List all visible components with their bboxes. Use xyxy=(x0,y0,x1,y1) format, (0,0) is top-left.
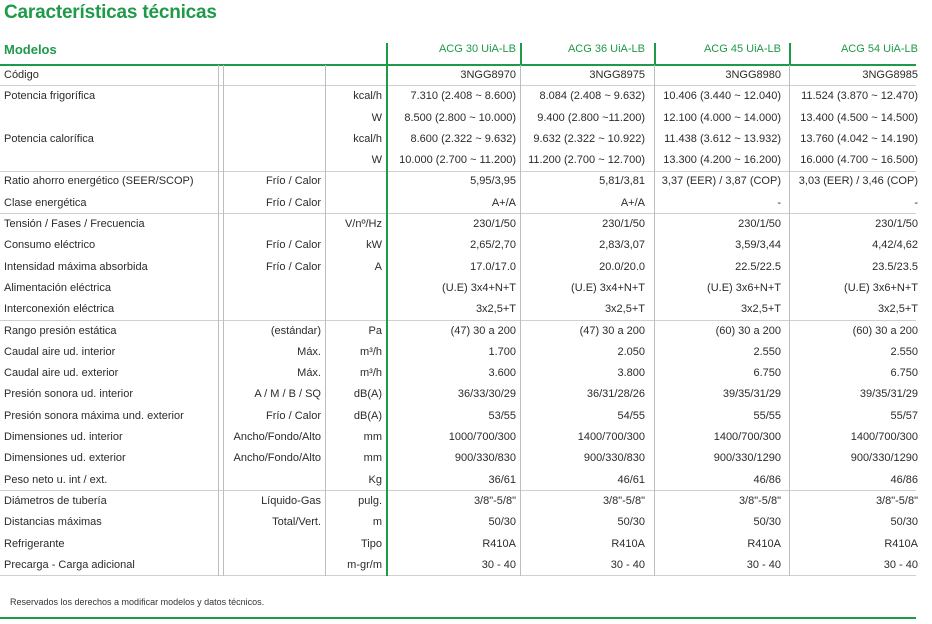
model-value-3: 3NGG8980 xyxy=(725,69,781,81)
model-value-2: 900/330/830 xyxy=(583,452,645,465)
model-value-3: 3,37 (EER) / 3,87 (COP) xyxy=(661,175,781,188)
model-value-1: 3x2,5+T xyxy=(475,303,516,316)
model-value-2: 46/61 xyxy=(617,473,645,486)
model-value-4: 230/1/50 xyxy=(875,218,918,231)
table-row xyxy=(0,171,932,192)
row-condition: Frío / Calor xyxy=(265,260,321,273)
model-value-4: 16.000 (4.700 ~ 16.500) xyxy=(800,154,918,167)
model-value-2: 1400/700/300 xyxy=(577,431,645,444)
model-value-2: 3NGG8975 xyxy=(589,69,645,81)
row-label: Dimensiones ud. exterior xyxy=(4,452,126,465)
table-row xyxy=(0,342,932,363)
model-value-4: 1400/700/300 xyxy=(850,431,918,444)
footer-note: Reservados los derechos a modificar modelos y datos técnicos. xyxy=(10,597,265,607)
model-value-4: 11.524 (3.870 ~ 12.470) xyxy=(801,90,918,103)
table-row xyxy=(0,278,932,299)
spec-sheet xyxy=(0,40,932,571)
row-label: Peso neto u. int / ext. xyxy=(4,473,108,486)
row-label: Intensidad máxima absorbida xyxy=(4,260,148,273)
page-title: Características técnicas xyxy=(4,2,217,23)
model-value-4: 2.550 xyxy=(890,345,918,358)
row-condition: Ancho/Fondo/Alto xyxy=(233,431,321,444)
model-value-4: 3/8"-5/8" xyxy=(875,494,918,507)
header-divider xyxy=(654,43,656,65)
model-value-2: 2,83/3,07 xyxy=(599,239,645,252)
table-row xyxy=(0,65,932,86)
model-value-3: 3,59/3,44 xyxy=(735,239,781,252)
model-value-2: 54/55 xyxy=(617,409,645,422)
model-value-1: 230/1/50 xyxy=(473,218,516,231)
model-value-1: (47) 30 a 200 xyxy=(450,324,516,337)
model-value-4: 55/57 xyxy=(890,409,918,422)
model-value-4: 3x2,5+T xyxy=(877,303,918,316)
table-row xyxy=(0,555,932,576)
row-label: Alimentación eléctrica xyxy=(4,281,111,294)
column-divider xyxy=(325,65,326,576)
model-value-2: 3/8"-5/8" xyxy=(602,494,645,507)
model-value-4: R410A xyxy=(884,537,918,550)
row-unit: Pa xyxy=(368,324,382,337)
column-divider xyxy=(223,65,224,576)
table-row xyxy=(0,384,932,405)
row-label: Refrigerante xyxy=(4,537,65,550)
row-condition: Líquido-Gas xyxy=(261,494,321,507)
model-value-1: 10.000 (2.700 ~ 11.200) xyxy=(399,154,516,167)
row-condition: Total/Vert. xyxy=(272,516,321,529)
model-value-3: 12.100 (4.000 ~ 14.000) xyxy=(663,111,781,124)
model-value-3: 2.550 xyxy=(753,345,781,358)
model-value-1: 53/55 xyxy=(488,409,516,422)
model-value-3: 50/30 xyxy=(753,516,781,529)
row-unit: Tipo xyxy=(361,537,382,550)
row-unit: m³/h xyxy=(360,367,382,380)
models-label: Modelos xyxy=(4,42,57,57)
model-value-2: 3x2,5+T xyxy=(604,303,645,316)
model-value-3: (U.E) 3x6+N+T xyxy=(707,281,781,294)
row-condition: Frío / Calor xyxy=(265,409,321,422)
model-value-1: 3/8"-5/8" xyxy=(473,494,516,507)
model-value-2: 50/30 xyxy=(617,516,645,529)
spec-table xyxy=(0,65,932,576)
row-label: Ratio ahorro energético (SEER/SCOP) xyxy=(4,175,194,188)
model-value-2: 230/1/50 xyxy=(602,218,645,231)
row-condition: Ancho/Fondo/Alto xyxy=(233,452,321,465)
row-unit: kcal/h xyxy=(353,132,382,145)
model-value-4: 30 - 40 xyxy=(883,558,918,571)
row-unit: mm xyxy=(363,452,382,465)
table-row xyxy=(0,491,932,512)
row-unit: W xyxy=(371,154,382,167)
model-value-3: 22.5/22.5 xyxy=(735,260,781,273)
row-unit: m xyxy=(372,516,382,529)
model-value-4: 6.750 xyxy=(890,367,918,380)
table-row xyxy=(0,534,932,555)
row-condition: Máx. xyxy=(297,345,321,358)
model-header-2: ACG 36 UiA-LB xyxy=(567,43,645,55)
header-divider xyxy=(520,43,522,65)
model-value-3: 230/1/50 xyxy=(738,218,781,231)
model-value-2: (47) 30 a 200 xyxy=(579,324,645,337)
model-header-3: ACG 45 UiA-LB xyxy=(703,43,781,55)
model-value-3: R410A xyxy=(747,537,781,550)
row-unit: kW xyxy=(366,239,382,252)
row-unit: A xyxy=(374,260,382,273)
model-value-1: 1000/700/300 xyxy=(448,431,516,444)
model-value-1: (U.E) 3x4+N+T xyxy=(442,281,516,294)
model-value-1: 3NGG8970 xyxy=(460,69,516,81)
model-value-3: 39/35/31/29 xyxy=(722,388,781,401)
row-label: Interconexión eléctrica xyxy=(4,303,115,316)
row-unit: m-gr/m xyxy=(347,558,382,571)
row-label: Distancias máximas xyxy=(4,516,102,529)
model-value-1: 8.600 (2.322 ~ 9.632) xyxy=(410,132,516,145)
row-label: Potencia calorífica xyxy=(4,132,94,145)
table-header xyxy=(0,40,932,64)
model-value-3: 3x2,5+T xyxy=(740,303,781,316)
model-value-3: 13.300 (4.200 ~ 16.200) xyxy=(663,154,781,167)
model-value-3: 900/330/1290 xyxy=(713,452,781,465)
model-value-4: 3,03 (EER) / 3,46 (COP) xyxy=(798,175,918,188)
column-divider xyxy=(520,65,521,576)
model-value-2: 9.632 (2.322 ~ 10.922) xyxy=(533,132,645,145)
model-value-1: 7.310 (2.408 ~ 8.600) xyxy=(410,90,516,103)
row-label: Precarga - Carga adicional xyxy=(4,558,135,571)
model-value-4: 3NGG8985 xyxy=(862,69,918,81)
model-value-1: 900/330/830 xyxy=(454,452,516,465)
model-value-1: 1.700 xyxy=(488,345,516,358)
model-value-4: 4,42/4,62 xyxy=(872,239,918,252)
model-value-4: 900/330/1290 xyxy=(850,452,918,465)
model-value-1: 5,95/3,95 xyxy=(470,175,516,188)
row-label: Caudal aire ud. exterior xyxy=(4,367,119,380)
model-value-4: 23.5/23.5 xyxy=(872,260,918,273)
model-value-4: 13.760 (4.042 ~ 14.190) xyxy=(800,132,918,145)
row-unit: dB(A) xyxy=(353,409,382,422)
model-value-2: 11.200 (2.700 ~ 12.700) xyxy=(528,154,645,167)
row-unit: Kg xyxy=(368,473,382,486)
model-value-3: 30 - 40 xyxy=(746,558,781,571)
model-value-2: 36/31/28/26 xyxy=(586,388,645,401)
table-row xyxy=(0,193,932,214)
model-value-3: 3/8"-5/8" xyxy=(738,494,781,507)
model-value-2: 5,81/3,81 xyxy=(599,175,645,188)
row-condition: Frío / Calor xyxy=(265,196,321,209)
model-value-1: 3.600 xyxy=(488,367,516,380)
table-row xyxy=(0,363,932,384)
model-value-4: 39/35/31/29 xyxy=(859,388,918,401)
model-value-1: 2,65/2,70 xyxy=(470,239,516,252)
model-value-1: 36/33/30/29 xyxy=(457,388,516,401)
row-unit: pulg. xyxy=(358,494,382,507)
model-value-4: 50/30 xyxy=(890,516,918,529)
model-value-2: 2.050 xyxy=(617,345,645,358)
model-value-4: 46/86 xyxy=(890,473,918,486)
model-value-3: (60) 30 a 200 xyxy=(715,324,781,337)
model-value-3: 6.750 xyxy=(753,367,781,380)
table-row xyxy=(0,257,932,278)
model-value-3: 46/86 xyxy=(753,473,781,486)
table-row xyxy=(0,299,932,320)
table-row xyxy=(0,214,932,235)
row-label: Clase energética xyxy=(4,196,87,209)
model-value-4: (60) 30 a 200 xyxy=(852,324,918,337)
model-value-4: - xyxy=(914,196,918,209)
row-label: Rango presión estática xyxy=(4,324,117,337)
row-unit: kcal/h xyxy=(353,90,382,103)
row-label: Potencia frigorífica xyxy=(4,90,96,103)
column-divider xyxy=(654,65,655,576)
model-value-3: 1400/700/300 xyxy=(713,431,781,444)
table-row xyxy=(0,86,932,107)
model-value-2: 30 - 40 xyxy=(610,558,645,571)
model-value-1: 17.0/17.0 xyxy=(470,260,516,273)
column-divider xyxy=(386,43,388,576)
model-value-2: (U.E) 3x4+N+T xyxy=(571,281,645,294)
model-header-1: ACG 30 UiA-LB xyxy=(438,43,516,55)
model-value-3: 10.406 (3.440 ~ 12.040) xyxy=(663,90,781,103)
table-row xyxy=(0,448,932,469)
table-row xyxy=(0,108,932,129)
model-value-2: 9.400 (2.800 ~11.200) xyxy=(537,111,645,124)
table-row xyxy=(0,512,932,533)
model-value-2: 8.084 (2.408 ~ 9.632) xyxy=(539,90,645,103)
model-value-4: (U.E) 3x6+N+T xyxy=(844,281,918,294)
table-row xyxy=(0,321,932,342)
footer-rule xyxy=(0,617,916,619)
model-value-4: 13.400 (4.500 ~ 14.500) xyxy=(800,111,918,124)
table-row xyxy=(0,427,932,448)
row-label: Dimensiones ud. interior xyxy=(4,431,123,444)
row-condition: A / M / B / SQ xyxy=(254,388,321,401)
model-value-3: 55/55 xyxy=(753,409,781,422)
row-unit: V/nº/Hz xyxy=(344,218,382,231)
row-label: Tensión / Fases / Frecuencia xyxy=(4,218,145,231)
row-separator xyxy=(0,575,916,576)
table-row xyxy=(0,235,932,256)
table-row xyxy=(0,150,932,171)
row-label: Presión sonora ud. interior xyxy=(4,388,134,401)
row-label: Código xyxy=(4,69,39,81)
row-label: Consumo eléctrico xyxy=(4,239,96,252)
header-divider xyxy=(789,43,791,65)
row-condition: Frío / Calor xyxy=(265,239,321,252)
row-condition: Máx. xyxy=(297,367,321,380)
model-value-1: 30 - 40 xyxy=(481,558,516,571)
row-condition: Frío / Calor xyxy=(265,175,321,188)
model-value-1: 36/61 xyxy=(488,473,516,486)
model-value-1: R410A xyxy=(482,537,516,550)
column-divider xyxy=(789,65,790,576)
table-row xyxy=(0,129,932,150)
model-value-2: 20.0/20.0 xyxy=(599,260,645,273)
model-value-1: A+/A xyxy=(491,196,516,209)
model-value-3: - xyxy=(777,196,781,209)
model-header-4: ACG 54 UiA-LB xyxy=(840,43,918,55)
model-value-2: A+/A xyxy=(620,196,645,209)
row-unit: W xyxy=(371,111,382,124)
table-row xyxy=(0,470,932,491)
row-condition: (estándar) xyxy=(270,324,321,337)
model-value-2: 3.800 xyxy=(617,367,645,380)
model-value-1: 50/30 xyxy=(488,516,516,529)
row-label: Presión sonora máxima und. exterior xyxy=(4,409,184,422)
table-row xyxy=(0,406,932,427)
row-unit: mm xyxy=(363,431,382,444)
row-label: Caudal aire ud. interior xyxy=(4,345,116,358)
model-value-1: 8.500 (2.800 ~ 10.000) xyxy=(404,111,516,124)
column-divider xyxy=(218,65,219,576)
row-label: Diámetros de tubería xyxy=(4,494,107,507)
row-unit: m³/h xyxy=(360,345,382,358)
model-value-2: R410A xyxy=(611,537,645,550)
row-unit: dB(A) xyxy=(353,388,382,401)
model-value-3: 11.438 (3.612 ~ 13.932) xyxy=(664,132,781,145)
